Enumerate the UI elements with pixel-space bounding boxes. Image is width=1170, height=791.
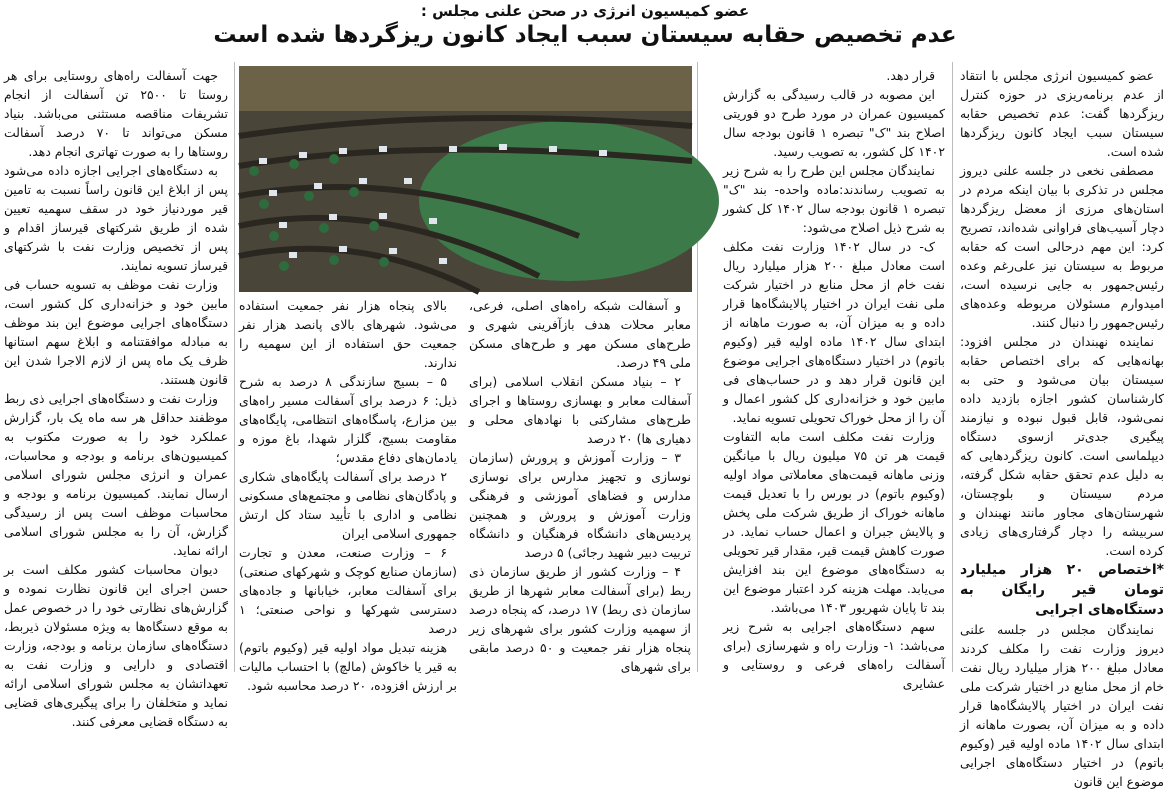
paragraph: وزارت نفت موظف به تسویه حساب فی مابین خود و خزانه‌داری کل کشور است، دستگاه‌های اجرایی موضوع این بند موظف به مبادله موافقتنامه و ابلاغ سهم استانها ظرف یک ماه پس از لازم الاجرا شدن این قانون هستند. <box>4 277 228 387</box>
paragraph: ۶ – وزارت صنعت، معدن و تجارت (سازمان صنایع کوچک و شهرکهای صنعتی) برای آسفالت معابر، خیابانها و جاده‌های دسترسی شهرکها و نواحی صنعتی؛ ۱ درصد <box>239 545 457 636</box>
paragraph: دیوان محاسبات کشور مکلف است بر حسن اجرای این قانون نظارت نموده و گزارش‌های نظارتی خود را در خصوص عمل به موقع دستگاه‌ها به ویژه مسئولان ذیربط، دستگاه‌های سازمان برنامه و بودجه، وزارت اقتصادی و دارایی و وزارت نفت به تعهداتشان به مجلس شورای اسلامی ارائه نماید و متخلفان را برای پیگیری‌های قضایی به دستگاه قضایی معرفی کنند. <box>4 562 228 729</box>
paragraph: و آسفالت شبکه راه‌های اصلی، فرعی، معابر محلات هدف بازآفرینی شهری و طرح‌های مسکن مهر و طرح‌های مسکن ملی ۴۹ درصد. <box>469 298 691 370</box>
paragraph: ک- در سال ۱۴۰۲ وزارت نفت مکلف است معادل مبلغ ۲۰۰ هزار میلیارد ریال نفت خام از محل منابع در اختیار شرکت ملی نفت ایران در اختیار پالایشگاه‌ها قرار داده و به میزان آن، به صورت ماهانه از ابتدای سال ۱۴۰۲ ماده اولیه قیر (وکیوم باتوم) در اختیار دستگاه‌های اجرایی موضوع این قانون قرار دهد و در حساب‌های فی مابین خود و خزانه‌داری کل کشور اعمال و آن را از محل خوراک تحویلی تسویه نماید. <box>723 239 945 425</box>
paragraph: نمایندگان مجلس در جلسه علنی دیروز وزارت نفت را مکلف کردند معادل مبلغ ۲۰۰ هزار میلیارد ریال نفت خام از محل منابع در اختیار شرکت ملی نفت ایران در اختیار پالایشگاه‌ها قرار داده و به میزان آن، بصورت ماهانه از ابتدای سال ۱۴۰۲ ماده اولیه قیر (وکیوم باتوم) در اختیار دستگاه‌های اجرایی موضوع این قانون <box>960 622 1164 789</box>
paragraph: نماینده نهبندان در مجلس افزود: بهانه‌هایی که برای اختصاص حقابه سیستان بیان می‌شود و حتی به کارشناسان کشور اجازه بازدید داده نمی‌شود، قابل قبول نبوده و نیازمند پیگیری جدی‌تر ازسوی دستگاه دیپلماسی است. کانون ریزگردهایی که به دلیل عدم تحقق حقابه شکل گرفته، مردم سیستان و بلوچستان، شهرستان‌های مجاور مانند نهبندان و سربیشه را دچار گرفتاری‌های زیادی کرده است. <box>960 334 1164 558</box>
column-4 <box>4 66 228 729</box>
paragraph: این مصوبه در قالب رسیدگی به گزارش کمیسیون عمران در مورد طرح دو فوریتی اصلاح بند "ک" تبصره ۱ قانون بودجه سال ۱۴۰۲ کل کشور، به تصویب رسید. <box>723 87 945 159</box>
paragraph: هزینه تبدیل مواد اولیه قیر (وکیوم باتوم) به قیر یا خاکوش (مالچ) با احتساب مالیات بر ارزش افزوده، ۲۰ درصد محاسبه شود. <box>239 640 457 693</box>
paragraph: نمایندگان مجلس این طرح را به شرح زیر به تصویب رساندند:ماده واحده- بند "ک" تبصره ۱ قانون بودجه سال ۱۴۰۲ کل کشور به شرح ذیل اصلاح می‌شود: <box>723 163 946 235</box>
column-2 <box>723 66 946 691</box>
paragraph: سهم دستگاه‌های اجرایی به شرح زیر می‌باشد: ۱- وزارت راه و شهرسازی (برای آسفالت راه‌های فرعی و روستایی و عشایری <box>723 619 945 691</box>
column-divider <box>697 62 698 672</box>
subheading: *اختصاص ۲۰ هزار میلیارد تومان قیر رایگان به دستگاه‌های اجرایی <box>960 562 1164 618</box>
column-3-left <box>239 296 457 695</box>
paragraph: بالای پنجاه هزار نفر جمعیت استفاده می‌شود. شهرهای بالای پانصد هزار نفر جمعیت حق استفاده از این سهمیه را ندارند. <box>239 298 457 370</box>
column-divider <box>234 62 235 672</box>
kicker: عضو کمیسیون انرژی در صحن علنی مجلس : <box>420 2 750 20</box>
back-wall <box>239 66 692 111</box>
paragraph: ۴ – وزارت کشور از طریق سازمان ذی ربط (برای آسفالت معابر شهرها از طریق سازمان ذی ربط) ۱۷ درصد، که پنجاه درصد از سهمیه وزارت کشور برای شهرهای زیر پنجاه هزار نفر جمعیت و ۵۰ درصد مابقی برای شهرهای <box>469 564 691 674</box>
paragraph: جهت آسفالت راه‌های روستایی برای هر روستا تا ۲۵۰۰ تن آسفالت از انجام تشریفات مناقصه مستثنی می‌باشد. بنیاد مسکن می‌تواند تا ۷۰ درصد آسفالت روستاها را به صورت تهاتری انجام دهد. <box>4 68 228 159</box>
paragraph: مصطفی نخعی در جلسه علنی دیروز مجلس در تذکری با بیان اینکه مردم در استان‌های مرزی از معضل ریزگردها دچار آسیب‌های فراوانی شده‌اند، تصریح کرد: این مهم درحالی است که حقابه مربوط به سیستان نیز علی‌رغم وعده رئیس‌جمهور به جایی نرسیده است، امیدوارم مسئولان مربوطه وعده‌های رئیس‌جمهور را دنبال کنند. <box>960 163 1164 330</box>
paragraph: عضو کمیسیون انرژی مجلس با انتقاد از عدم برنامه‌ریزی در حوزه کنترل ریزگردها گفت: عدم تخصیص حقابه سیستان سبب ایجاد کانون ریزگردها شده است. <box>960 68 1164 159</box>
paragraph: وزارت نفت مکلف است مابه التفاوت قیمت هر تن ۷۵ میلیون ریال با میانگین وزنی ماهانه قیمت‌های معاملاتی مواد اولیه (وکیوم باتوم) در بورس را با تعدیل قیمت ماهانه خوراک از طریق شرکت ملی پخش و پالایش جبران و اعمال حساب نماید. در صورت کاهش قیمت قیر، مقدار قیر تحویلی به دستگاه‌های موضوع این بند افزایش می‌یابد. مهلت هزینه کرد اعتبار موضوع این بند تا پایان شهریور ۱۴۰۳ می‌باشد. <box>723 429 945 615</box>
paragraph: ۳ – وزارت آموزش و پرورش (سازمان نوسازی و تجهیز مدارس برای نوسازی مدارس و فضاهای آموزشی و فرهنگی وزارت آموزش و پرورش و همچنین پردیس‌های دانشگاه فرهنگیان و دانشگاه تربیت دبیر شهید رجائی) ۵ درصد <box>469 450 691 560</box>
parliament-chamber-image <box>239 66 692 292</box>
paragraph: قرار دهد. <box>886 68 935 83</box>
column-3-right <box>469 296 691 676</box>
paragraph: وزارت نفت و دستگاه‌های اجرایی ذی ربط موظفند حداقل هر سه ماه یک بار، گزارش عملکرد خود را به صورت مکتوب به کمیسیون‌های برنامه و بودجه و محاسبات، عمران و انرژی مجلس شورای اسلامی ارسال نمایند. کمیسیون برنامه و بودجه و محاسبات موظف است پس از رسیدگی گزارش، آن را به مجلس شورای اسلامی ارائه نماید. <box>4 391 228 558</box>
column-1 <box>960 66 1164 789</box>
headline: عدم تخصیص حقابه سیستان سبب ایجاد کانون ریزگردها شده است <box>213 22 957 48</box>
column-3 <box>239 296 691 693</box>
column-divider <box>952 62 953 672</box>
paragraph: ۲ – بنیاد مسکن انقلاب اسلامی (برای آسفالت معابر و بهسازی روستاها و اجرای طرح‌های مشارکتی با نهادهای محلی و دهیاری ها) ۲۰ درصد <box>469 374 691 446</box>
parliament-photo <box>239 66 692 292</box>
paragraph: به دستگاه‌های اجرایی اجازه داده می‌شود پس از ابلاغ این قانون راساً نسبت به تامین قیر موردنیاز خود در سقف سهمیه تعیین شده از طریق شرکتهای قیرساز اقدام و پس از تخصیص وزارت نفت با شرکتهای قیرساز تسویه نمایند. <box>4 163 228 273</box>
paragraph: ۵ – بسیج سازندگی ۸ درصد به شرح ذیل: ۶ درصد برای آسفالت مسیر راه‌های بین مزارع، پاسگاه‌های انتظامی، پایگاه‌های مقاومت بسیج، گلزار شهدا، باغ موزه و یادمان‌های دفاع مقدس؛ <box>239 374 457 465</box>
paragraph: ۲ درصد برای آسفالت پایگاه‌های شکاری و پادگان‌های نظامی و مجتمع‌های مسکونی نظامی و اداری با تأیید ستاد کل ارتش جمهوری اسلامی ایران <box>239 469 457 541</box>
